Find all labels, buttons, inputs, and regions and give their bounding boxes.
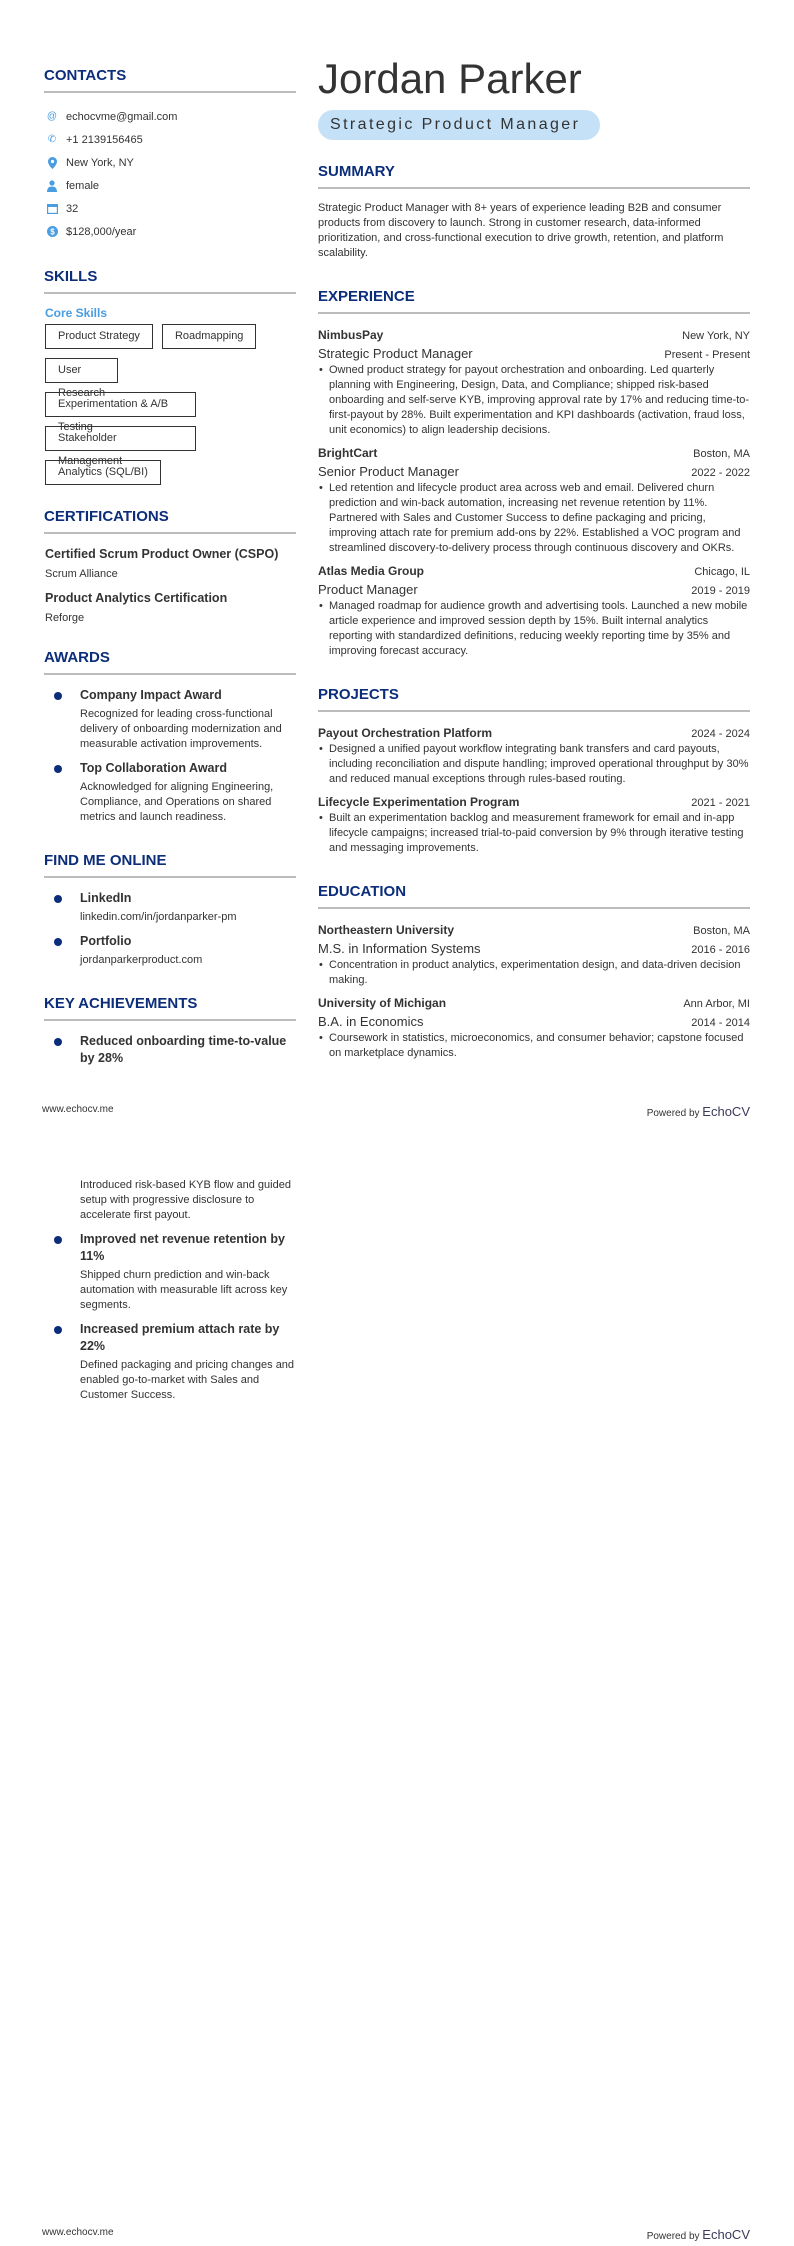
contact-value: 32 [66,202,79,215]
job-location: Boston, MA [693,448,750,460]
job-bullet: • Owned product strategy for payout orchestration and onboarding. Led quarterly planning with Engineering, Design, Data, and Compliance; shipped risk-based onboarding and self-serve KYB, improving approval rate by 17% and reducing time-to-first-payout by 28%. Built experimentation and KPI dashboards (activation, fraud loss, unit economics) to align leadership decisions. [318,363,750,438]
achievement-item [44,1231,296,1313]
job-title-badge: Strategic Product Manager [318,110,600,140]
contact-location [44,151,296,174]
bullet-dot [54,895,62,903]
online-item[interactable] [44,933,296,968]
bullet-dot [54,1236,62,1244]
company-name: Atlas Media Group [318,564,425,578]
experience-item [318,562,750,659]
project-name: Lifecycle Experimentation Program [318,795,520,809]
calendar-icon [46,203,58,215]
contact-value: echocvme@gmail.com [66,110,178,123]
skill-chips [44,324,296,485]
powered-by-label: Powered by [646,2231,700,2242]
achievement-description: Defined packaging and pricing changes and enabled go-to-market with Sales and Customer Success. [80,1359,295,1401]
skill-chip: Stakeholder Management [45,426,196,451]
section-heading: CONTACTS [44,66,296,93]
contact-email[interactable] [44,105,296,128]
job-role: Strategic Product Manager [318,346,473,361]
project-bullet: • Designed a unified payout workflow integrating bank transfers and card payouts, including reconciliation and dispute handling; improved operational throughput by 30% and reduced manual exceptions through rules-based routing. [318,742,750,787]
projects-section [318,685,750,856]
skill-chip: Roadmapping [162,324,257,349]
project-item [318,724,750,787]
degree: M.S. in Information Systems [318,941,481,956]
footer-site-link[interactable]: www.echocv.me [42,1104,114,1115]
powered-by [647,1104,750,1119]
award-description: Acknowledged for aligning Engineering, Compliance, and Operations on shared metrics and launch readiness. [80,781,274,823]
achievement-item-continued [44,1178,296,1223]
job-bullet: • Managed roadmap for audience growth and advertising tools. Launched a new mobile article experience and improved session depth by 15%. Built internal analytics reporting with standardized definitions, reducing weekly reporting time by 35% and improving forecast accuracy. [318,599,750,659]
summary-section [318,162,750,261]
section-heading: SUMMARY [318,162,750,189]
degree: B.A. in Economics [318,1014,424,1029]
education-bullet: • Coursework in statistics, microeconomics, and consumer behavior; capstone focused on marketplace dynamics. [318,1031,750,1061]
left-column-continued [44,1175,296,1411]
award-title: Company Impact Award [80,688,222,702]
skill-chip: Product Strategy [45,324,153,349]
achievement-description: Shipped churn prediction and win-back automation with measurable lift across key segments. [80,1269,288,1311]
person-icon [46,180,58,192]
skill-chip: Experimentation & A/B Testing [45,392,196,417]
achievement-item [44,1033,296,1067]
education-section [318,882,750,1061]
online-link[interactable]: linkedin.com/in/jordanparker-pm [80,911,237,923]
education-item [318,994,750,1061]
skills-section [44,267,296,485]
job-dates: Present - Present [664,349,750,361]
education-item [318,921,750,988]
project-dates: 2021 - 2021 [691,797,750,809]
experience-item [318,444,750,556]
job-location: New York, NY [682,330,750,342]
project-bullet: • Built an experimentation backlog and measurement framework for email and in-app lifecycle campaigns; increased trial-to-paid conversion by 9% through iterative testing and messaging improvements. [318,811,750,856]
location-icon [46,157,58,169]
achievement-title: Reduced onboarding time-to-value by 28% [80,1034,287,1065]
project-item [318,793,750,856]
bullet-dot [54,692,62,700]
school-name: Northeastern University [318,923,455,937]
section-heading: EDUCATION [318,882,750,909]
section-heading: SKILLS [44,267,296,294]
skill-chip: Analytics (SQL/BI) [45,460,161,485]
dollar-icon [46,226,58,238]
contact-gender [44,174,296,197]
education-bullet: • Concentration in product analytics, experimentation design, and data-driven decision making. [318,958,750,988]
brand-logo: EchoCV [702,2227,750,2242]
contact-phone[interactable] [44,128,296,151]
award-description: Recognized for leading cross-functional delivery of onboarding modernization and measurable activation improvements. [80,708,282,750]
award-item [44,760,296,825]
section-heading: KEY ACHIEVEMENTS [44,994,296,1021]
achievement-title: Increased premium attach rate by 22% [80,1322,280,1353]
phone-icon: ✆ [47,134,57,145]
online-item[interactable] [44,890,296,925]
summary-text: Strategic Product Manager with 8+ years of experience leading B2B and consumer products from discovery to launch. Strong in customer research, data-informed prioritization, and cross-functional execution to drive growth, retention, and platform scalability. [318,202,724,259]
contact-value: female [66,179,100,192]
online-section [44,851,296,968]
section-heading: CERTIFICATIONS [44,507,296,534]
candidate-name: Jordan Parker [318,55,582,102]
award-title: Top Collaboration Award [80,761,227,775]
certifications-section [44,507,296,626]
section-heading: EXPERIENCE [318,287,750,314]
achievement-item [44,1321,296,1403]
bullet-dot [54,938,62,946]
contact-age [44,197,296,220]
job-role: Product Manager [318,582,418,597]
project-dates: 2024 - 2024 [691,728,750,740]
bullet-dot [54,765,62,773]
left-column [44,66,296,1075]
contact-value: New York, NY [66,156,134,169]
school-location: Ann Arbor, MI [683,998,750,1010]
achievement-title: Improved net revenue retention by 11% [80,1232,285,1263]
brand-logo: EchoCV [702,1104,750,1119]
section-heading: FIND ME ONLINE [44,851,296,878]
experience-section [318,287,750,659]
certification-issuer: Reforge [45,612,85,624]
certification-name: Certified Scrum Product Owner (CSPO) [45,547,279,561]
achievement-description: Introduced risk-based KYB flow and guided setup with progressive disclosure to accelerate first payout. [80,1179,291,1221]
job-dates: 2019 - 2019 [691,585,750,597]
certification-name: Product Analytics Certification [45,591,228,605]
online-link[interactable]: jordanparkerproduct.com [80,954,203,966]
bullet-dot [54,1326,62,1334]
page-footer [42,2227,750,2242]
job-location: Chicago, IL [694,566,750,578]
school-name: University of Michigan [318,996,447,1010]
section-heading: PROJECTS [318,685,750,712]
contact-value: $128,000/year [66,225,137,238]
experience-item [318,326,750,438]
svg-text:$: $ [49,227,55,237]
education-dates: 2014 - 2014 [691,1017,750,1029]
online-title: Portfolio [80,934,132,948]
section-heading: AWARDS [44,648,296,675]
resume-page-2 [0,1123,794,2246]
contacts-section [44,66,296,243]
at-icon: @ [46,111,58,122]
job-bullet: • Led retention and lifecycle product area across web and email. Delivered churn prediction and win-back automation, increasing net revenue retention by 11%. Partnered with Sales and Customer Success to define packaging and pricing, improving attach rate for premium add-ons by 22%. Established a VOC program and streamlined discovery-to-delivery process through continuous discovery and OKRs. [318,481,750,556]
certification-issuer: Scrum Alliance [45,568,118,580]
footer-site-link[interactable]: www.echocv.me [42,2227,114,2238]
skill-chip: User Research [45,358,118,383]
award-item [44,687,296,752]
job-role: Senior Product Manager [318,464,459,479]
right-column [318,56,750,1067]
bullet-dot [54,1038,62,1046]
school-location: Boston, MA [693,925,750,937]
company-name: BrightCart [318,446,378,460]
contact-salary [44,220,296,243]
education-dates: 2016 - 2016 [691,944,750,956]
achievements-section [44,994,296,1067]
page-footer [42,1104,750,1119]
powered-by [647,2227,750,2242]
job-dates: 2022 - 2022 [691,467,750,479]
awards-section [44,648,296,825]
online-title: LinkedIn [80,891,132,905]
powered-by-label: Powered by [646,1108,700,1119]
skill-group-title: Core Skills [45,306,108,320]
company-name: NimbusPay [318,328,384,342]
project-name: Payout Orchestration Platform [318,726,493,740]
contact-value: +1 2139156465 [66,133,143,146]
